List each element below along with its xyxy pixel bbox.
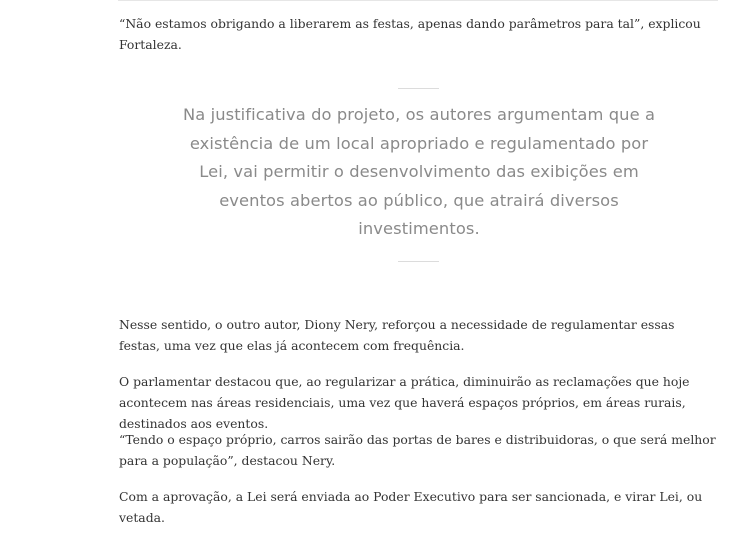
- body-paragraph-4: Com a aprovação, a Lei será enviada ao Poder Executivo para ser sancionada, e virar Lei, ou vetada.: [119, 489, 703, 525]
- pullquote: Na justificativa do projeto, os autores argumentam que a existência de um local apropriado e regulamentado por Lei, vai permitir o desenvolvimento das exibições em eventos abertos ao público, que atrairá diversos investimentos.: [182, 105, 656, 239]
- top-divider: [118, 0, 718, 1]
- pullquote-top-rule: [398, 88, 439, 89]
- quote-paragraph: “Não estamos obrigando a liberarem as festas, apenas dando parâmetros para tal”, explicou Fortaleza.: [119, 16, 701, 52]
- body-paragraph-2: O parlamentar destacou que, ao regularizar a prática, diminuirão as reclamações que hoje acontecem nas áreas residenciais, uma vez que haverá espaços próprios, em áreas rurais, destinados aos eventos.: [119, 374, 690, 431]
- body-paragraph-1: Nesse sentido, o outro autor, Diony Nery, reforçou a necessidade de regulamentar essas festas, uma vez que elas já acontecem com frequência.: [119, 317, 675, 353]
- body-paragraph-3: “Tendo o espaço próprio, carros sairão das portas de bares e distribuidoras, o que será melhor para a população”, destacou Nery.: [119, 432, 716, 468]
- pullquote-bottom-rule: [398, 261, 439, 262]
